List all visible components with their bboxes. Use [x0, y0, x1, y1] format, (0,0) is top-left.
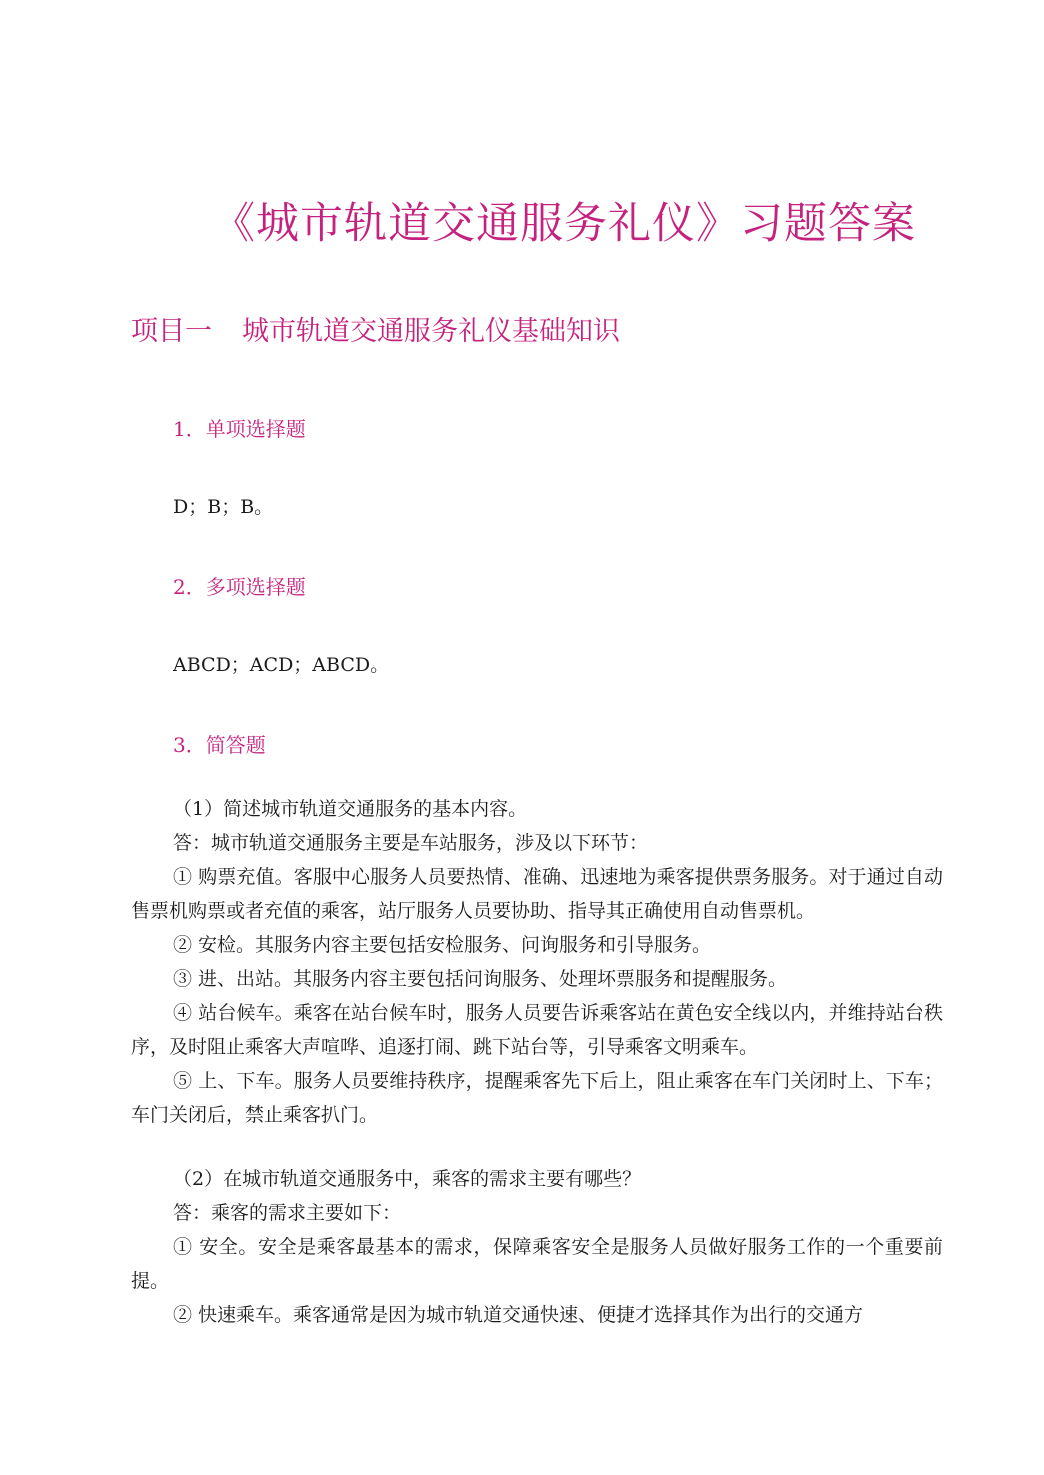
document-title: 《城市轨道交通服务礼仪》习题答案 [212, 199, 916, 249]
short-question-2: （2）在城市轨道交通服务中，乘客的需求主要有哪些？ [173, 1168, 642, 1190]
answer-intro-1: 答：城市轨道交通服务主要是车站服务，涉及以下环节： [173, 832, 649, 854]
question-type: 单项选择题 [205, 417, 306, 441]
answer-item: ② 快速乘车。乘客通常是因为城市轨道交通快速、便捷才选择其作为出行的交通方 [173, 1304, 864, 1326]
question-number: 1． [173, 417, 206, 441]
short-answer-section [131, 792, 943, 1332]
question-heading-1 [173, 414, 306, 444]
answer-item: ① 购票充值。客服中心服务人员要热情、准确、迅速地为乘客提供票务服务。对于通过自动售票机购票或者充值的乘客，站厅服务人员要协助、指导其正确使用自动售票机。 [131, 866, 943, 922]
answer-item: ① 安全。安全是乘客最基本的需求，保障乘客安全是服务人员做好服务工作的一个重要前提。 [131, 1236, 943, 1292]
question-type: 简答题 [205, 733, 266, 757]
question-number: 2． [173, 575, 206, 599]
section-heading [131, 312, 620, 352]
question-answer-1: D；B；B。 [173, 496, 274, 518]
short-question-1: （1）简述城市轨道交通服务的基本内容。 [173, 798, 528, 820]
answer-intro-2: 答：乘客的需求主要如下： [173, 1202, 402, 1224]
section-label: 项目一 [131, 316, 212, 347]
answer-item: ⑤ 上、下车。服务人员要维持秩序，提醒乘客先下后上，阻止乘客在车门关闭时上、下车；车门关闭后，禁止乘客扒门。 [131, 1070, 943, 1126]
question-heading-2 [173, 572, 306, 602]
question-heading-3 [173, 730, 266, 760]
question-number: 3． [173, 733, 206, 757]
question-answer-2: ABCD；ACD；ABCD。 [173, 654, 390, 676]
section-name: 城市轨道交通服务礼仪基础知识 [242, 316, 620, 347]
answer-item: ③ 进、出站。其服务内容主要包括问询服务、处理坏票服务和提醒服务。 [173, 968, 788, 990]
question-type: 多项选择题 [205, 575, 306, 599]
answer-item: ④ 站台候车。乘客在站台候车时，服务人员要告诉乘客站在黄色安全线以内，并维持站台秩序，及时阻止乘客大声喧哗、追逐打闹、跳下站台等，引导乘客文明乘车。 [131, 1002, 943, 1058]
answer-item: ② 安检。其服务内容主要包括安检服务、问询服务和引导服务。 [173, 934, 712, 956]
